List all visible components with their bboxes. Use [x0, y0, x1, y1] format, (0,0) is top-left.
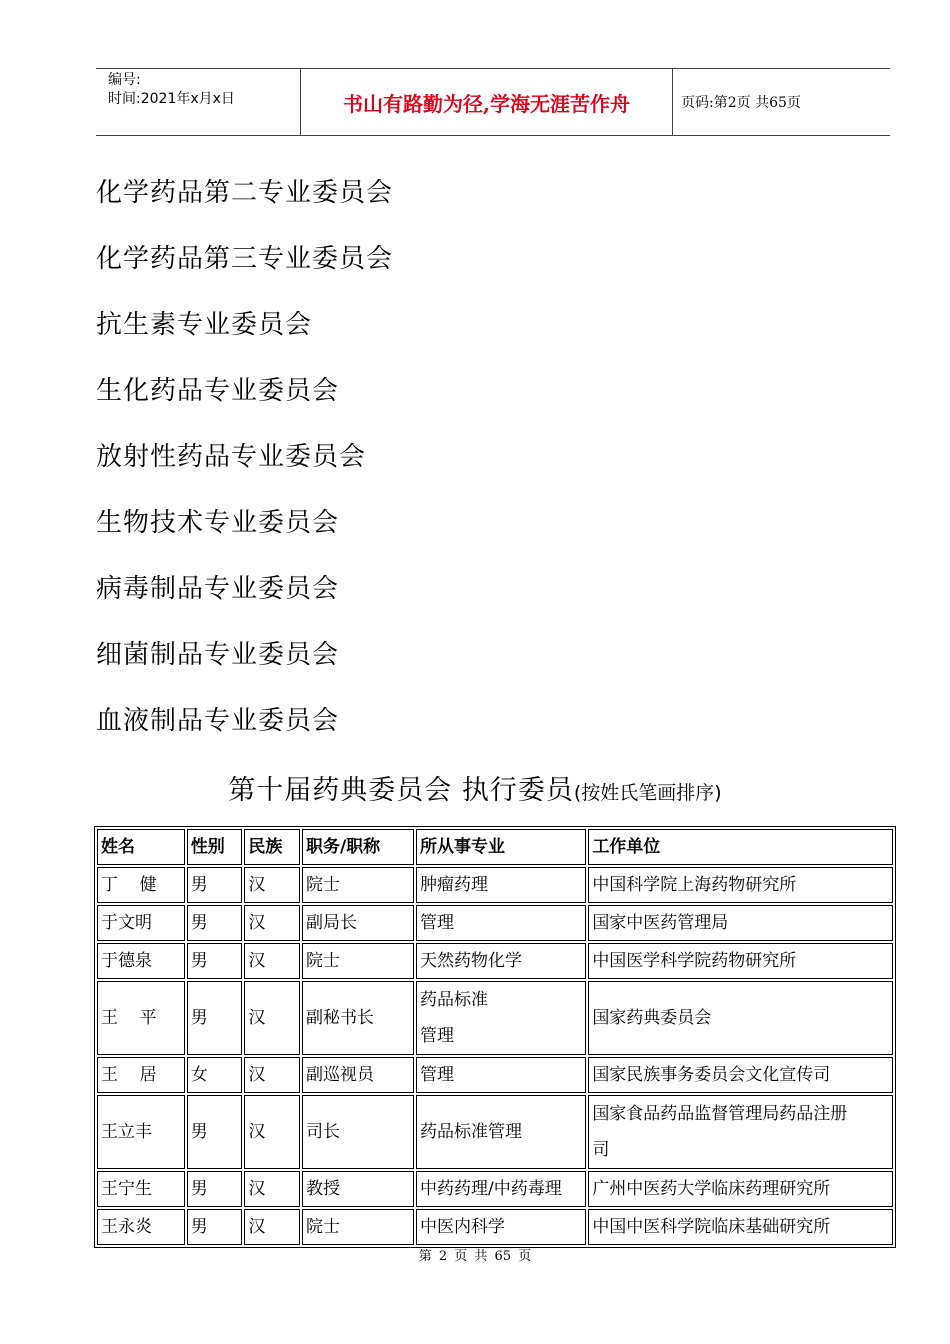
cell-position: 院士 [302, 943, 414, 979]
cell-gender: 男 [187, 867, 243, 903]
cell-workplace: 中国医学科学院药物研究所 [588, 943, 893, 979]
committee-item: 血液制品专业委员会 [96, 706, 340, 736]
table-row [97, 1209, 893, 1245]
cell-position: 副局长 [302, 905, 414, 941]
cell-gender: 男 [187, 1171, 243, 1207]
committee-item: 生化药品专业委员会 [96, 376, 340, 406]
section-title [0, 771, 950, 813]
cell-ethnicity: 汉 [244, 867, 300, 903]
table-row [97, 867, 893, 903]
cell-workplace: 广州中医药大学临床药理研究所 [588, 1171, 893, 1207]
cell-workplace: 国家食品药品监督管理局药品注册 司 [588, 1095, 893, 1169]
code-label: 编号: [108, 72, 141, 88]
committee-item: 放射性药品专业委员会 [96, 442, 367, 472]
cell-gender: 男 [187, 981, 243, 1055]
roster-body [97, 867, 893, 1245]
cell-gender: 男 [187, 1209, 243, 1245]
table-row [97, 1095, 893, 1169]
committee-list [96, 170, 393, 764]
table-row [97, 943, 893, 979]
cell-position: 副秘书长 [302, 981, 414, 1055]
cell-gender: 男 [187, 1095, 243, 1169]
cell-name: 王立丰 [97, 1095, 185, 1169]
section-title-note: (按姓氏笔画排序) [573, 782, 722, 804]
cell-name: 于德泉 [97, 943, 185, 979]
header-meta [96, 69, 301, 135]
cell-workplace: 中国科学院上海药物研究所 [588, 867, 893, 903]
cell-workplace: 中国中医科学院临床基础研究所 [588, 1209, 893, 1245]
cell-position: 副巡视员 [302, 1057, 414, 1093]
cell-gender: 男 [187, 943, 243, 979]
roster-table [94, 826, 896, 1248]
cell-specialty: 管理 [416, 905, 586, 941]
col-header-name: 姓名 [97, 829, 185, 865]
header-page-info: 页码:第2页 共65页 [681, 95, 801, 111]
committee-item: 生物技术专业委员会 [96, 508, 340, 538]
committee-item: 细菌制品专业委员会 [96, 640, 340, 670]
cell-specialty: 药品标准 管理 [416, 981, 586, 1055]
cell-name: 王 平 [97, 981, 185, 1055]
col-header-specialty: 所从事专业 [416, 829, 586, 865]
cell-name: 丁 健 [97, 867, 185, 903]
cell-specialty: 肿瘤药理 [416, 867, 586, 903]
cell-position: 院士 [302, 1209, 414, 1245]
cell-specialty: 中医内科学 [416, 1209, 586, 1245]
cell-ethnicity: 汉 [244, 1171, 300, 1207]
cell-name: 于文明 [97, 905, 185, 941]
cell-ethnicity: 汉 [244, 905, 300, 941]
committee-item: 病毒制品专业委员会 [96, 574, 340, 604]
cell-ethnicity: 汉 [244, 981, 300, 1055]
cell-ethnicity: 汉 [244, 1057, 300, 1093]
cell-position: 司长 [302, 1095, 414, 1169]
col-header-ethnicity: 民族 [244, 829, 300, 865]
cell-ethnicity: 汉 [244, 1209, 300, 1245]
table-row [97, 905, 893, 941]
header-motto: 书山有路勤为径,学海无涯苦作舟 [301, 69, 673, 135]
committee-item: 化学药品第二专业委员会 [96, 178, 394, 208]
table-row [97, 1057, 893, 1093]
col-header-gender: 性别 [187, 829, 243, 865]
cell-workplace: 国家药典委员会 [588, 981, 893, 1055]
cell-name: 王宁生 [97, 1171, 185, 1207]
cell-ethnicity: 汉 [244, 943, 300, 979]
committee-item: 抗生素专业委员会 [96, 310, 313, 340]
cell-specialty: 药品标准管理 [416, 1095, 586, 1169]
col-header-position: 职务/职称 [302, 829, 414, 865]
cell-name: 王永炎 [97, 1209, 185, 1245]
cell-specialty: 天然药物化学 [416, 943, 586, 979]
cell-ethnicity: 汉 [244, 1095, 300, 1169]
cell-position: 教授 [302, 1171, 414, 1207]
table-header-row [97, 829, 893, 865]
cell-gender: 女 [187, 1057, 243, 1093]
cell-workplace: 国家中医药管理局 [588, 905, 893, 941]
table-row [97, 1171, 893, 1207]
cell-gender: 男 [187, 905, 243, 941]
cell-specialty: 管理 [416, 1057, 586, 1093]
cell-name: 王 居 [97, 1057, 185, 1093]
table-row [97, 981, 893, 1055]
page-header [96, 68, 890, 136]
time-label: 时间:2021年x月x日 [108, 91, 235, 107]
cell-position: 院士 [302, 867, 414, 903]
page-footer: 第 2 页 共 65 页 [418, 1249, 532, 1264]
cell-workplace: 国家民族事务委员会文化宣传司 [588, 1057, 893, 1093]
cell-specialty: 中药药理/中药毒理 [416, 1171, 586, 1207]
section-title-text: 第十届药典委员会 执行委员 [228, 775, 574, 806]
committee-item: 化学药品第三专业委员会 [96, 244, 394, 274]
col-header-workplace: 工作单位 [588, 829, 893, 865]
